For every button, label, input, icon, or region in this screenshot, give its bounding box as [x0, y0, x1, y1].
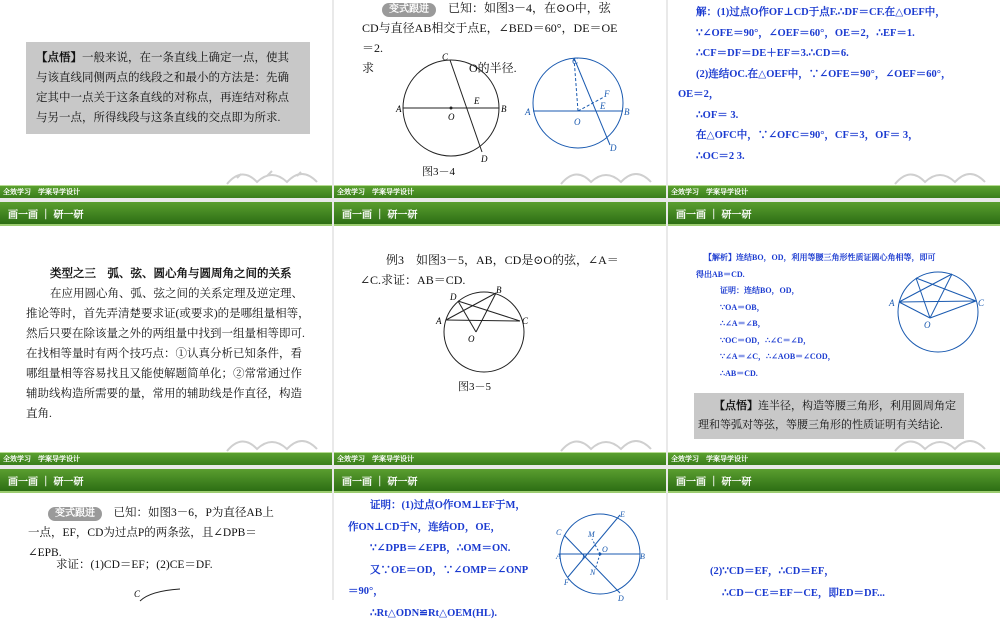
variant-line-2: 一点，EF，CD为过点P的两条弦，且∠DPB＝: [28, 523, 318, 543]
example-line-1: 例3 如图3－5，AB，CD是⊙O的弦，∠A＝: [360, 250, 660, 270]
analysis-line-2: 得出AB＝CD.: [696, 267, 996, 284]
svg-text:O: O: [924, 320, 931, 330]
sol-line-3: ∴CF＝DF＝DE＋EF＝3.∴CD＝6.: [678, 44, 996, 65]
variant-line-4: 求证：(1)CD＝EF；(2)CE＝DF.: [28, 555, 318, 575]
slide-7[interactable]: [0, 469, 332, 600]
header-label: 画一画 ｜ 研一研: [676, 473, 752, 488]
problem-line-4a: 求: [362, 61, 374, 75]
header-bar: [0, 469, 332, 493]
svg-text:E: E: [473, 96, 480, 106]
slide-5[interactable]: [334, 202, 666, 465]
svg-text:D: D: [609, 143, 617, 153]
vine-decoration: [556, 164, 666, 186]
svg-text:O: O: [448, 112, 455, 122]
svg-text:D: D: [617, 594, 624, 603]
variant-badge: 变式跟进: [382, 3, 436, 17]
tip-box: [26, 42, 310, 134]
footer-label: 全效学习 学案导学设计: [671, 187, 748, 197]
header-label: 画一画 ｜ 研一研: [342, 206, 418, 221]
svg-text:D: D: [449, 292, 457, 302]
vine-decoration: [222, 431, 332, 453]
svg-text:O: O: [468, 334, 475, 344]
figure-3-4-solution: [524, 55, 632, 151]
problem-line-1: 已知：如图3－4，在⊙O中，弦: [448, 1, 611, 15]
svg-text:B: B: [640, 552, 645, 561]
vine-decoration: [890, 431, 1000, 453]
proof-line-2: 作ON⊥CD于N，连结OD，OE，: [348, 517, 558, 539]
sol-line-6: ∴OF＝ 3.: [678, 106, 996, 127]
sol-line-5: OE＝2，: [678, 85, 996, 106]
slide-6[interactable]: [668, 202, 1000, 465]
svg-text:F: F: [603, 89, 610, 99]
footer-label: 全效学习 学案导学设计: [337, 187, 414, 197]
svg-text:A: A: [435, 316, 442, 326]
svg-text:M: M: [587, 530, 596, 539]
sol-line-8: ∴OC＝2 3.: [678, 147, 996, 168]
header-label: 画一画 ｜ 研一研: [8, 206, 84, 221]
variant-badge: 变式跟进: [48, 507, 102, 521]
footer-label: 全效学习 学案导学设计: [3, 454, 80, 464]
proof-line-2: ∵OA＝OB，: [720, 300, 880, 317]
svg-text:C: C: [134, 589, 141, 599]
problem-line-3: ＝2.: [362, 38, 662, 58]
section-body: 在应用圆心角、弧、弦之间的关系定理及逆定理、推论等时，首先弄清楚要求证(或要求)的是哪组量相等，然后只要在除该量之外的两组量中找到一组量相等即可.在找相等量时有两个技巧点：①认真分析已知条件，看哪组量相等容易找且又能使解题简单化；②常常通过作辅助线构造所需要的量，常用的辅助线是作直径，构造直角.: [26, 284, 310, 424]
svg-text:O: O: [574, 117, 581, 127]
header-label: 画一画 ｜ 研一研: [676, 206, 752, 221]
vine-decoration: [890, 164, 1000, 186]
proof-line-1: 证明：(1)过点O作OM⊥EF于M，: [348, 495, 558, 517]
proof-line-3: ∵∠DPB＝∠EPB，∴OM＝ON.: [348, 538, 558, 560]
header-label: 画一画 ｜ 研一研: [342, 473, 418, 488]
svg-text:C: C: [572, 56, 579, 66]
sol-line-1: 解：(1)过点O作OF⊥CD于点F.∴DF＝CF.在△OEF中，: [678, 3, 996, 24]
svg-text:E: E: [619, 510, 625, 519]
tip-head: 【点悟】: [698, 400, 758, 412]
footer-bar: [334, 452, 666, 465]
svg-text:F: F: [563, 578, 569, 587]
proof-text: [710, 561, 990, 605]
proof-text: [348, 495, 558, 624]
tip-body: 一般来说，在一条直线上确定一点，使其与该直线同侧两点的线段之和最小的方法是：先确定其中一点关于这条直线的对称点，再连结对称点与另一点，所得线段与这条直线的交点即为所求.: [36, 52, 289, 124]
section-title: 类型之三 弧、弦、圆心角与圆周角之间的关系: [50, 264, 292, 284]
proof-line-1: 证明：连结BO，OD，: [720, 283, 880, 300]
svg-text:A: A: [888, 298, 895, 308]
analysis-line-1: 【解析】连结BO，OD，利用等腰三角形性质证圆心角相等，即可: [696, 250, 996, 267]
vine-decoration: [222, 164, 332, 186]
header-label: 画一画 ｜ 研一研: [8, 473, 84, 488]
svg-text:D: D: [480, 154, 488, 164]
footer-bar: [0, 185, 332, 198]
slide-2[interactable]: [334, 0, 666, 198]
footer-bar: [668, 185, 1000, 198]
proof-line-6: ∴Rt△ODN≌Rt△OEM(HL).: [348, 603, 558, 624]
proof-line-4: 又∵OE＝OD，∵∠OMP＝∠ONP: [348, 560, 558, 582]
slide-8[interactable]: [334, 469, 666, 600]
tip-body: 连半径，构造等腰三角形，利用圆周角定理和等弧对等弦，等腰三角形的性质证明有关结论.: [698, 400, 956, 431]
variant-line-1: 已知：如图3－6，P为直径AB上: [114, 507, 274, 519]
sol-line-2: ∵∠OFE＝90°，∠OEF＝60°，OE＝2，∴EF＝1.: [678, 24, 996, 45]
svg-text:N: N: [589, 568, 596, 577]
header-bar: [334, 469, 666, 493]
footer-bar: [668, 452, 1000, 465]
variant-text: [28, 503, 318, 575]
footer-bar: [0, 452, 332, 465]
slide-9[interactable]: [668, 469, 1000, 600]
header-bar: [334, 202, 666, 226]
footer-label: 全效学习 学案导学设计: [3, 187, 80, 197]
variant-line-3: ∠EPB.: [28, 543, 318, 563]
sol-line-4: (2)连结OC.在△OEF中，∵∠OFE＝90°，∠OEF＝60°，: [678, 65, 996, 86]
figure-3-5-solution: [888, 268, 988, 358]
svg-text:B: B: [624, 107, 630, 117]
proof-line-5: ＝90°，: [348, 581, 558, 603]
figure-3-6-solution: [556, 509, 646, 599]
figure-3-5: [434, 290, 534, 374]
example-text: [360, 250, 660, 290]
slide-3[interactable]: [668, 0, 1000, 198]
vine-decoration: [556, 431, 666, 453]
header-bar: [668, 202, 1000, 226]
slide-4[interactable]: [0, 202, 332, 465]
proof-line-3: ∴∠A＝∠B，: [720, 316, 880, 333]
header-bar: [0, 202, 332, 226]
footer-label: 全效学习 学案导学设计: [671, 454, 748, 464]
proof-line-5: ∵∠A＝∠C，∴∠AOB＝∠COD，: [720, 349, 880, 366]
proof-text: [720, 283, 880, 382]
figure-3-6-partial: [120, 587, 180, 601]
svg-text:P: P: [581, 552, 587, 561]
footer-bar: [334, 185, 666, 198]
figure-caption: 图3－5: [458, 378, 491, 394]
svg-text:A: A: [395, 104, 402, 114]
figure-3-4-plain: [396, 52, 506, 162]
problem-line-4b: O的半径.: [469, 61, 517, 75]
footer-label: 全效学习 学案导学设计: [337, 454, 414, 464]
solution-text: [678, 3, 996, 167]
example-line-2: ∠C.求证：AB＝CD.: [360, 270, 660, 290]
svg-text:C: C: [978, 298, 985, 308]
proof-line-2: ∴CD－CE＝EF－CE，即ED＝DF...: [710, 583, 990, 605]
problem-line-2: CD与直径AB相交于点E，∠BED＝60°，DE＝OE: [362, 18, 662, 38]
svg-text:E: E: [599, 101, 606, 111]
proof-line-6: ∴AB＝CD.: [720, 366, 880, 383]
tip-head: 【点悟】: [36, 52, 82, 64]
svg-text:C: C: [522, 316, 529, 326]
proof-line-4: ∵OC＝OD，∴∠C＝∠D，: [720, 333, 880, 350]
sol-line-7: 在△OFC中，∵∠OFC＝90°，CF＝3，OF＝ 3，: [678, 126, 996, 147]
proof-line-1: (2)∵CD＝EF，∴CD＝EF，: [710, 561, 990, 583]
figure-caption: 图3－4: [422, 163, 455, 179]
header-bar: [668, 469, 1000, 493]
svg-text:B: B: [496, 285, 502, 295]
svg-text:C: C: [442, 52, 449, 62]
slide-1[interactable]: [0, 0, 332, 198]
svg-text:O: O: [602, 545, 608, 554]
svg-text:B: B: [501, 104, 507, 114]
svg-text:A: A: [555, 552, 561, 561]
svg-text:C: C: [556, 528, 562, 537]
svg-text:A: A: [524, 107, 531, 117]
